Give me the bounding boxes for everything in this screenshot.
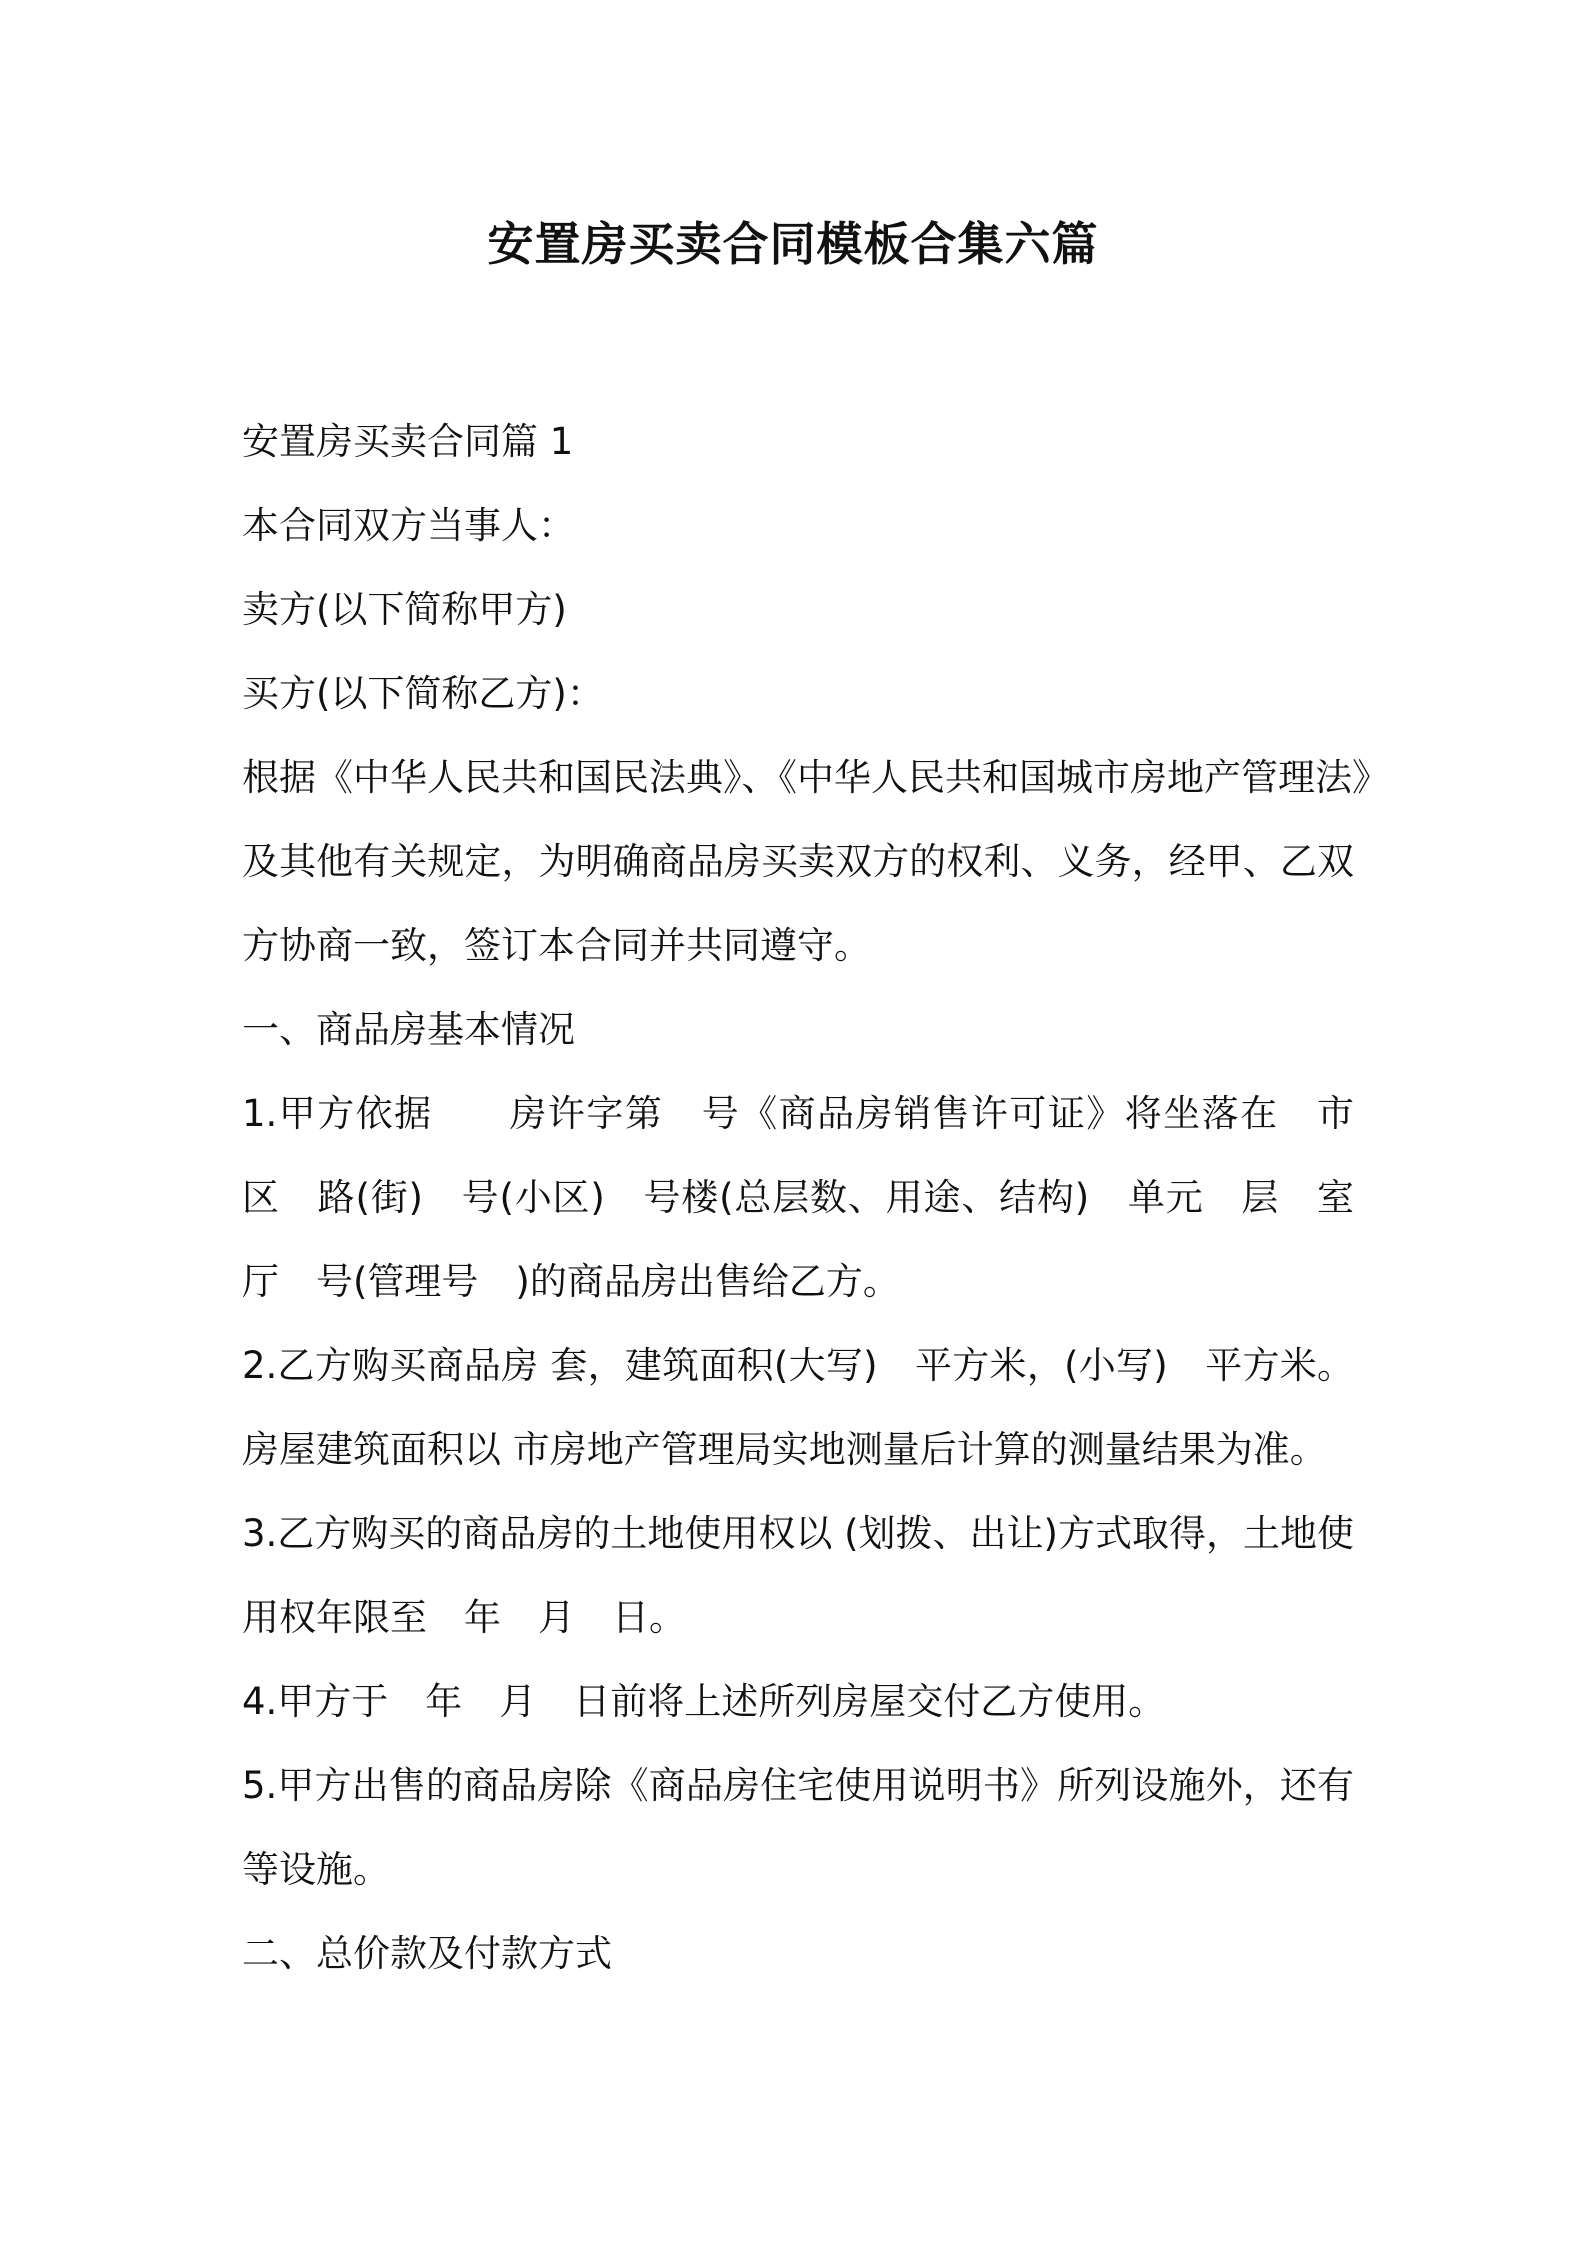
section-heading: 一、商品房基本情况: [242, 1008, 575, 1051]
paragraph-line: 房屋建筑面积以 市房地产管理局实地测量后计算的测量结果为准。: [242, 1428, 1327, 1471]
paragraph-line: 及其他有关规定，为明确商品房买卖双方的权利、义务，经甲、乙双: [242, 840, 1354, 883]
paragraph-line: 本合同双方当事人：: [242, 504, 575, 547]
paragraph-line: 方协商一致，签订本合同并共同遵守。: [242, 924, 871, 967]
document-body: [242, 400, 1389, 1996]
paragraph-line: 用权年限至 年 月 日。: [242, 1596, 686, 1639]
paragraph-line: 区 路(街) 号(小区) 号楼(总层数、用途、结构) 单元 层 室: [242, 1176, 1354, 1219]
paragraph-line: 买方(以下简称乙方)：: [242, 672, 604, 715]
paragraph-line: 4.甲方于 年 月 日前将上述所列房屋交付乙方使用。: [242, 1680, 1166, 1723]
paragraph-line: 1.甲方依据 房许字第 号《商品房销售许可证》将坐落在 市: [242, 1092, 1354, 1135]
section-heading: 安置房买卖合同篇 1: [242, 420, 574, 463]
section-heading: 二、总价款及付款方式: [242, 1932, 612, 1975]
paragraph-line: 等设施。: [242, 1848, 390, 1891]
paragraph-line: 5.甲方出售的商品房除《商品房住宅使用说明书》所列设施外，还有: [242, 1764, 1354, 1807]
document-title: 安置房买卖合同模板合集六篇: [487, 217, 1099, 271]
paragraph-line: 卖方(以下简称甲方): [242, 588, 567, 631]
paragraph-line: 厅 号(管理号 )的商品房出售给乙方。: [242, 1260, 900, 1303]
paragraph-line: 根据《中华人民共和国民法典》、《中华人民共和国城市房地产管理法》: [242, 756, 1389, 799]
paragraph-line: 3.乙方购买的商品房的土地使用权以 (划拨、出让)方式取得，土地使: [242, 1512, 1354, 1555]
paragraph-line: 2.乙方购买商品房 套，建筑面积(大写) 平方米，(小写) 平方米。: [242, 1344, 1354, 1387]
